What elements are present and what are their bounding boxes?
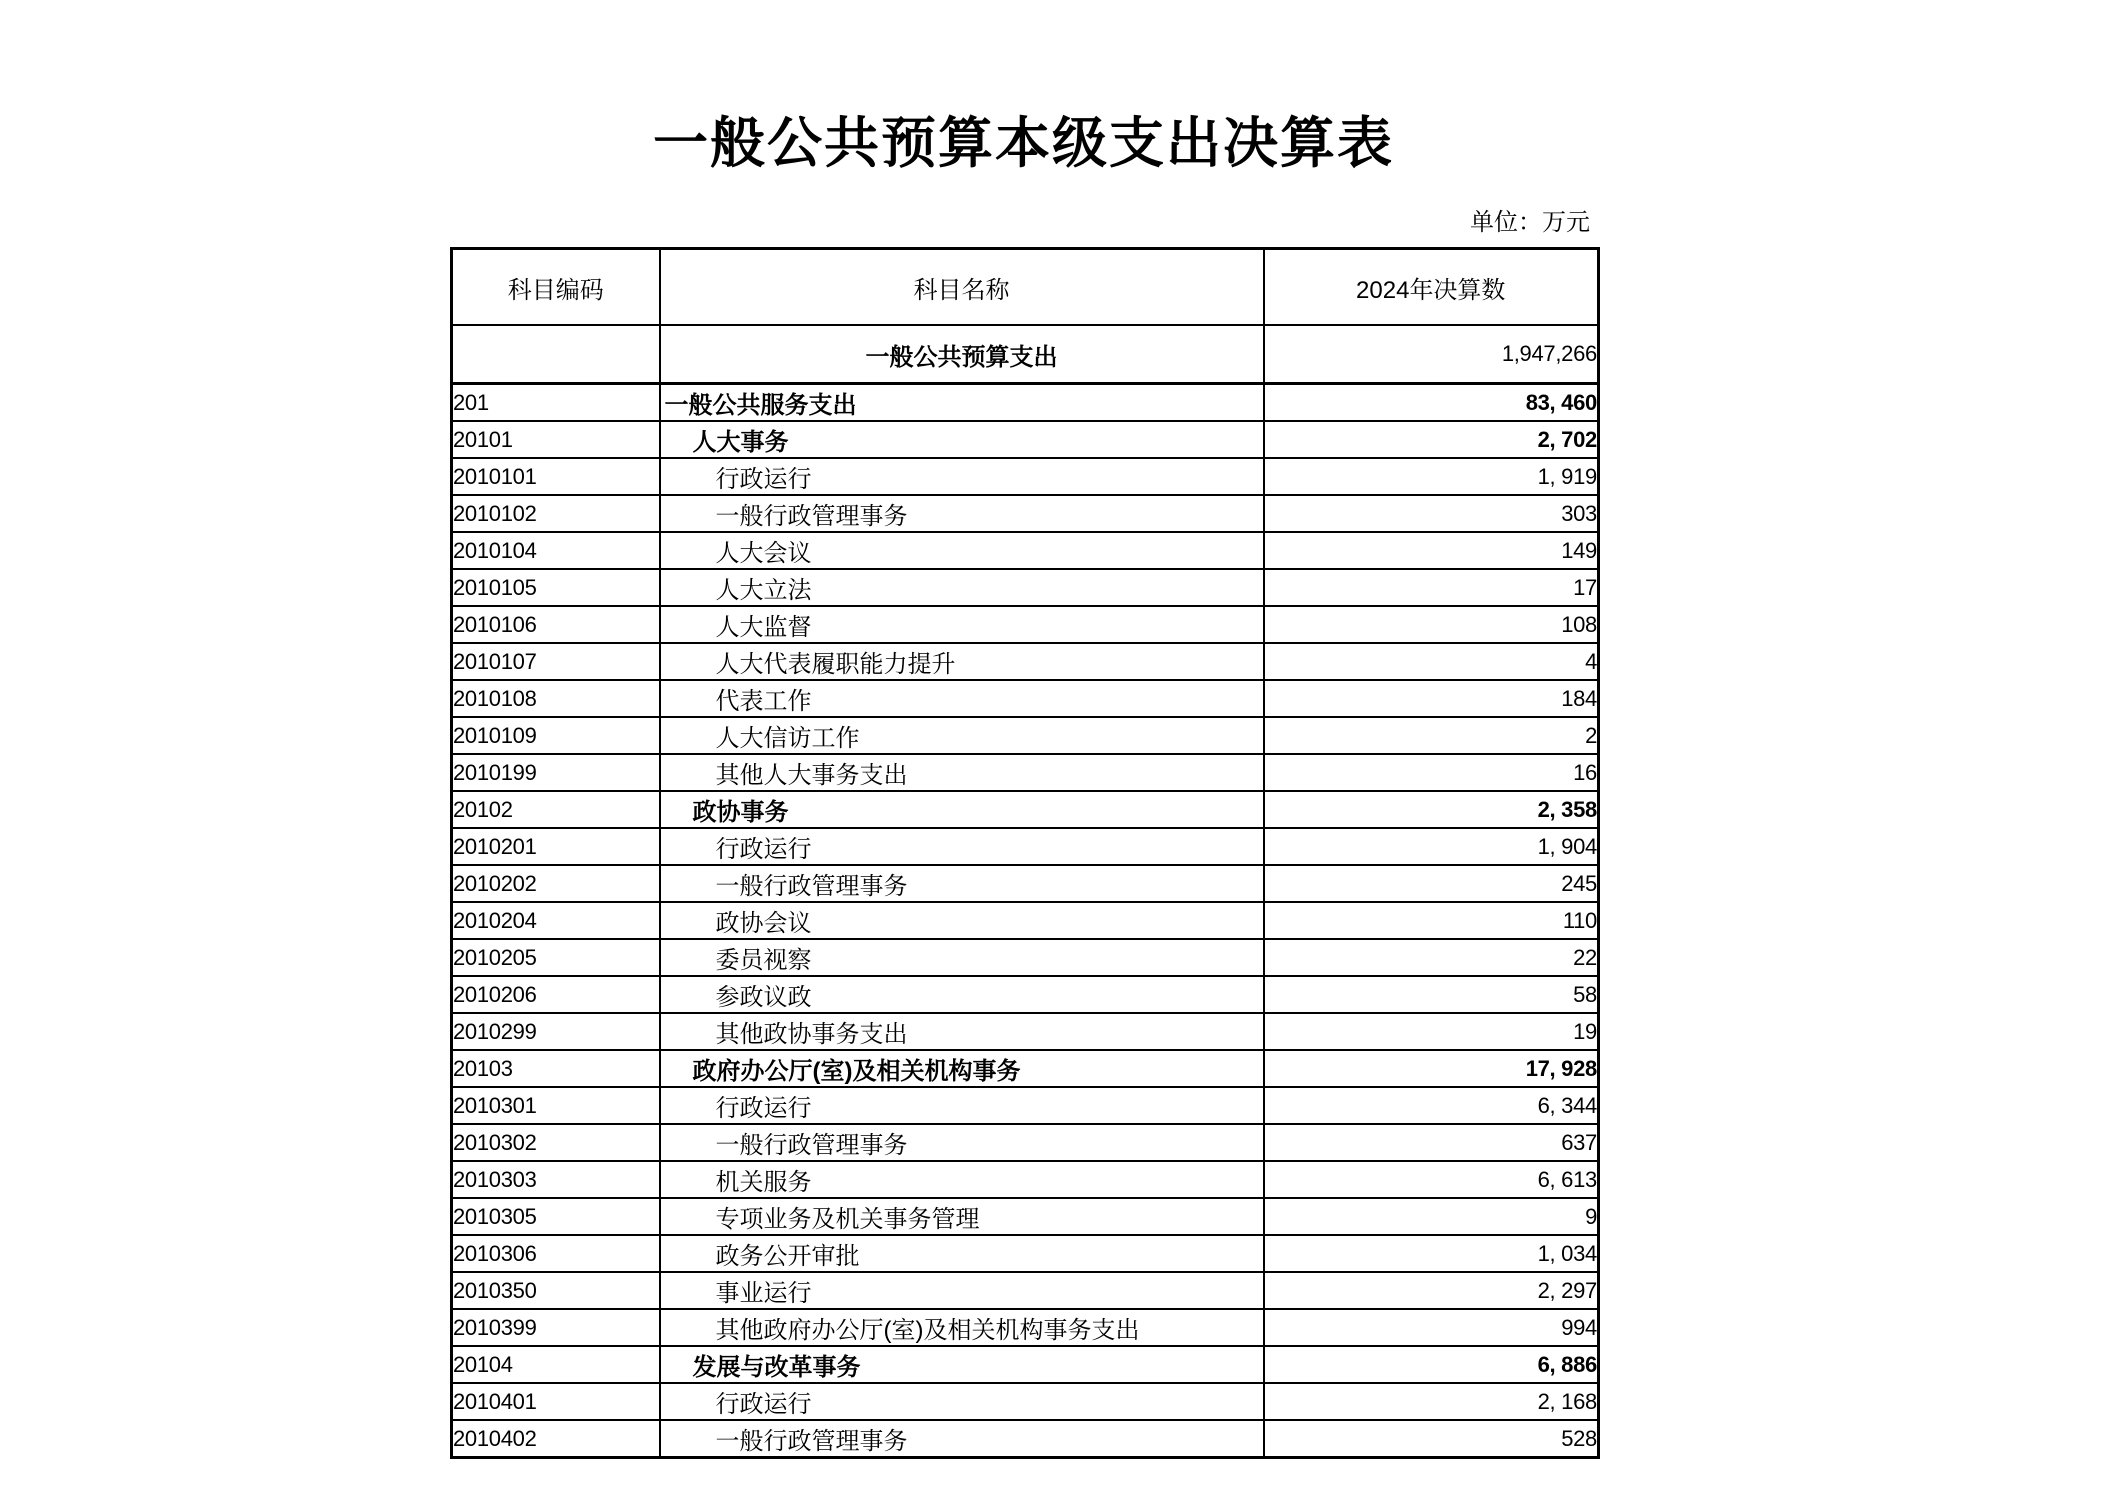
subject-name: 事业运行 bbox=[660, 1272, 1264, 1309]
subject-name: 发展与改革事务 bbox=[660, 1346, 1264, 1383]
subject-code: 20101 bbox=[452, 421, 660, 458]
table-row bbox=[452, 569, 1599, 606]
subject-code: 2010206 bbox=[452, 976, 660, 1013]
value-2024: 1, 904 bbox=[1264, 828, 1599, 865]
subject-name: 专项业务及机关事务管理 bbox=[660, 1198, 1264, 1235]
subject-code: 2010302 bbox=[452, 1124, 660, 1161]
table-row bbox=[452, 1420, 1599, 1458]
value-2024: 58 bbox=[1264, 976, 1599, 1013]
subject-code: 20102 bbox=[452, 791, 660, 828]
value-2024: 2 bbox=[1264, 717, 1599, 754]
table-row bbox=[452, 754, 1599, 791]
subject-name: 一般行政管理事务 bbox=[660, 1124, 1264, 1161]
table-row bbox=[452, 606, 1599, 643]
value-2024: 245 bbox=[1264, 865, 1599, 902]
table-header-row bbox=[452, 249, 1599, 326]
subject-code: 2010102 bbox=[452, 495, 660, 532]
value-2024: 17 bbox=[1264, 569, 1599, 606]
summary-value: 1,947,266 bbox=[1264, 325, 1599, 384]
subject-name: 人大立法 bbox=[660, 569, 1264, 606]
table-row bbox=[452, 643, 1599, 680]
subject-name: 其他政协事务支出 bbox=[660, 1013, 1264, 1050]
table-row bbox=[452, 791, 1599, 828]
subject-name: 一般行政管理事务 bbox=[660, 1420, 1264, 1458]
subject-name: 行政运行 bbox=[660, 458, 1264, 495]
subject-code: 2010107 bbox=[452, 643, 660, 680]
subject-code: 201 bbox=[452, 384, 660, 422]
subject-name: 其他人大事务支出 bbox=[660, 754, 1264, 791]
subject-name: 机关服务 bbox=[660, 1161, 1264, 1198]
table-row bbox=[452, 384, 1599, 422]
summary-code-cell bbox=[452, 325, 660, 384]
column-header-2024-final: 2024年决算数 bbox=[1264, 249, 1599, 326]
table-row bbox=[452, 1013, 1599, 1050]
subject-code: 2010204 bbox=[452, 902, 660, 939]
subject-code: 2010303 bbox=[452, 1161, 660, 1198]
value-2024: 994 bbox=[1264, 1309, 1599, 1346]
value-2024: 6, 344 bbox=[1264, 1087, 1599, 1124]
table-row bbox=[452, 680, 1599, 717]
subject-code: 2010108 bbox=[452, 680, 660, 717]
subject-name: 行政运行 bbox=[660, 1087, 1264, 1124]
value-2024: 1, 919 bbox=[1264, 458, 1599, 495]
subject-code: 2010306 bbox=[452, 1235, 660, 1272]
subject-name: 委员视察 bbox=[660, 939, 1264, 976]
value-2024: 149 bbox=[1264, 532, 1599, 569]
subject-name: 政协会议 bbox=[660, 902, 1264, 939]
table-row bbox=[452, 421, 1599, 458]
subject-code: 2010401 bbox=[452, 1383, 660, 1420]
page-title: 一般公共预算本级支出决算表 bbox=[652, 113, 1394, 174]
table-row bbox=[452, 1124, 1599, 1161]
table-row bbox=[452, 1383, 1599, 1420]
table-row bbox=[452, 828, 1599, 865]
subject-name: 人大代表履职能力提升 bbox=[660, 643, 1264, 680]
subject-code: 2010201 bbox=[452, 828, 660, 865]
subject-code: 2010202 bbox=[452, 865, 660, 902]
subject-code: 2010199 bbox=[452, 754, 660, 791]
value-2024: 1, 034 bbox=[1264, 1235, 1599, 1272]
table-row bbox=[452, 1346, 1599, 1383]
subject-code: 2010104 bbox=[452, 532, 660, 569]
subject-code: 2010305 bbox=[452, 1198, 660, 1235]
subject-code: 20103 bbox=[452, 1050, 660, 1087]
table-row bbox=[452, 717, 1599, 754]
value-2024: 528 bbox=[1264, 1420, 1599, 1458]
subject-code: 2010106 bbox=[452, 606, 660, 643]
column-header-subject-name: 科目名称 bbox=[660, 249, 1264, 326]
column-header-subject-code: 科目编码 bbox=[452, 249, 660, 326]
table-row bbox=[452, 902, 1599, 939]
budget-table bbox=[450, 247, 1600, 1459]
value-2024: 9 bbox=[1264, 1198, 1599, 1235]
subject-name: 一般公共服务支出 bbox=[660, 384, 1264, 422]
value-2024: 637 bbox=[1264, 1124, 1599, 1161]
value-2024: 6, 613 bbox=[1264, 1161, 1599, 1198]
value-2024: 17, 928 bbox=[1264, 1050, 1599, 1087]
table-row bbox=[452, 1050, 1599, 1087]
value-2024: 108 bbox=[1264, 606, 1599, 643]
table-row bbox=[452, 532, 1599, 569]
subject-code: 2010109 bbox=[452, 717, 660, 754]
subject-name: 政务公开审批 bbox=[660, 1235, 1264, 1272]
value-2024: 22 bbox=[1264, 939, 1599, 976]
value-2024: 110 bbox=[1264, 902, 1599, 939]
subject-code: 2010299 bbox=[452, 1013, 660, 1050]
value-2024: 2, 358 bbox=[1264, 791, 1599, 828]
value-2024: 6, 886 bbox=[1264, 1346, 1599, 1383]
summary-row bbox=[452, 325, 1599, 384]
table-row bbox=[452, 1272, 1599, 1309]
subject-name: 行政运行 bbox=[660, 1383, 1264, 1420]
table-row bbox=[452, 458, 1599, 495]
value-2024: 16 bbox=[1264, 754, 1599, 791]
subject-code: 2010205 bbox=[452, 939, 660, 976]
table-row bbox=[452, 495, 1599, 532]
subject-code: 2010399 bbox=[452, 1309, 660, 1346]
value-2024: 83, 460 bbox=[1264, 384, 1599, 422]
subject-code: 2010402 bbox=[452, 1420, 660, 1458]
subject-code: 2010101 bbox=[452, 458, 660, 495]
table-row bbox=[452, 1309, 1599, 1346]
value-2024: 2, 168 bbox=[1264, 1383, 1599, 1420]
value-2024: 303 bbox=[1264, 495, 1599, 532]
subject-code: 2010301 bbox=[452, 1087, 660, 1124]
subject-name: 政协事务 bbox=[660, 791, 1264, 828]
value-2024: 184 bbox=[1264, 680, 1599, 717]
unit-note: 单位：万元 bbox=[1470, 209, 1590, 236]
value-2024: 2, 297 bbox=[1264, 1272, 1599, 1309]
subject-code: 2010350 bbox=[452, 1272, 660, 1309]
table-row bbox=[452, 1087, 1599, 1124]
subject-code: 20104 bbox=[452, 1346, 660, 1383]
table-row bbox=[452, 976, 1599, 1013]
subject-name: 人大会议 bbox=[660, 532, 1264, 569]
subject-name: 人大信访工作 bbox=[660, 717, 1264, 754]
subject-name: 人大事务 bbox=[660, 421, 1264, 458]
subject-name: 参政议政 bbox=[660, 976, 1264, 1013]
table-row bbox=[452, 1161, 1599, 1198]
table-row bbox=[452, 939, 1599, 976]
table-row bbox=[452, 865, 1599, 902]
subject-name: 一般行政管理事务 bbox=[660, 865, 1264, 902]
value-2024: 19 bbox=[1264, 1013, 1599, 1050]
table-row bbox=[452, 1198, 1599, 1235]
subject-name: 人大监督 bbox=[660, 606, 1264, 643]
subject-name: 一般行政管理事务 bbox=[660, 495, 1264, 532]
summary-subject-name: 一般公共预算支出 bbox=[660, 325, 1264, 384]
subject-name: 代表工作 bbox=[660, 680, 1264, 717]
subject-code: 2010105 bbox=[452, 569, 660, 606]
value-2024: 2, 702 bbox=[1264, 421, 1599, 458]
value-2024: 4 bbox=[1264, 643, 1599, 680]
subject-name: 政府办公厅(室)及相关机构事务 bbox=[660, 1050, 1264, 1087]
subject-name: 行政运行 bbox=[660, 828, 1264, 865]
subject-name: 其他政府办公厅(室)及相关机构事务支出 bbox=[660, 1309, 1264, 1346]
table-row bbox=[452, 1235, 1599, 1272]
